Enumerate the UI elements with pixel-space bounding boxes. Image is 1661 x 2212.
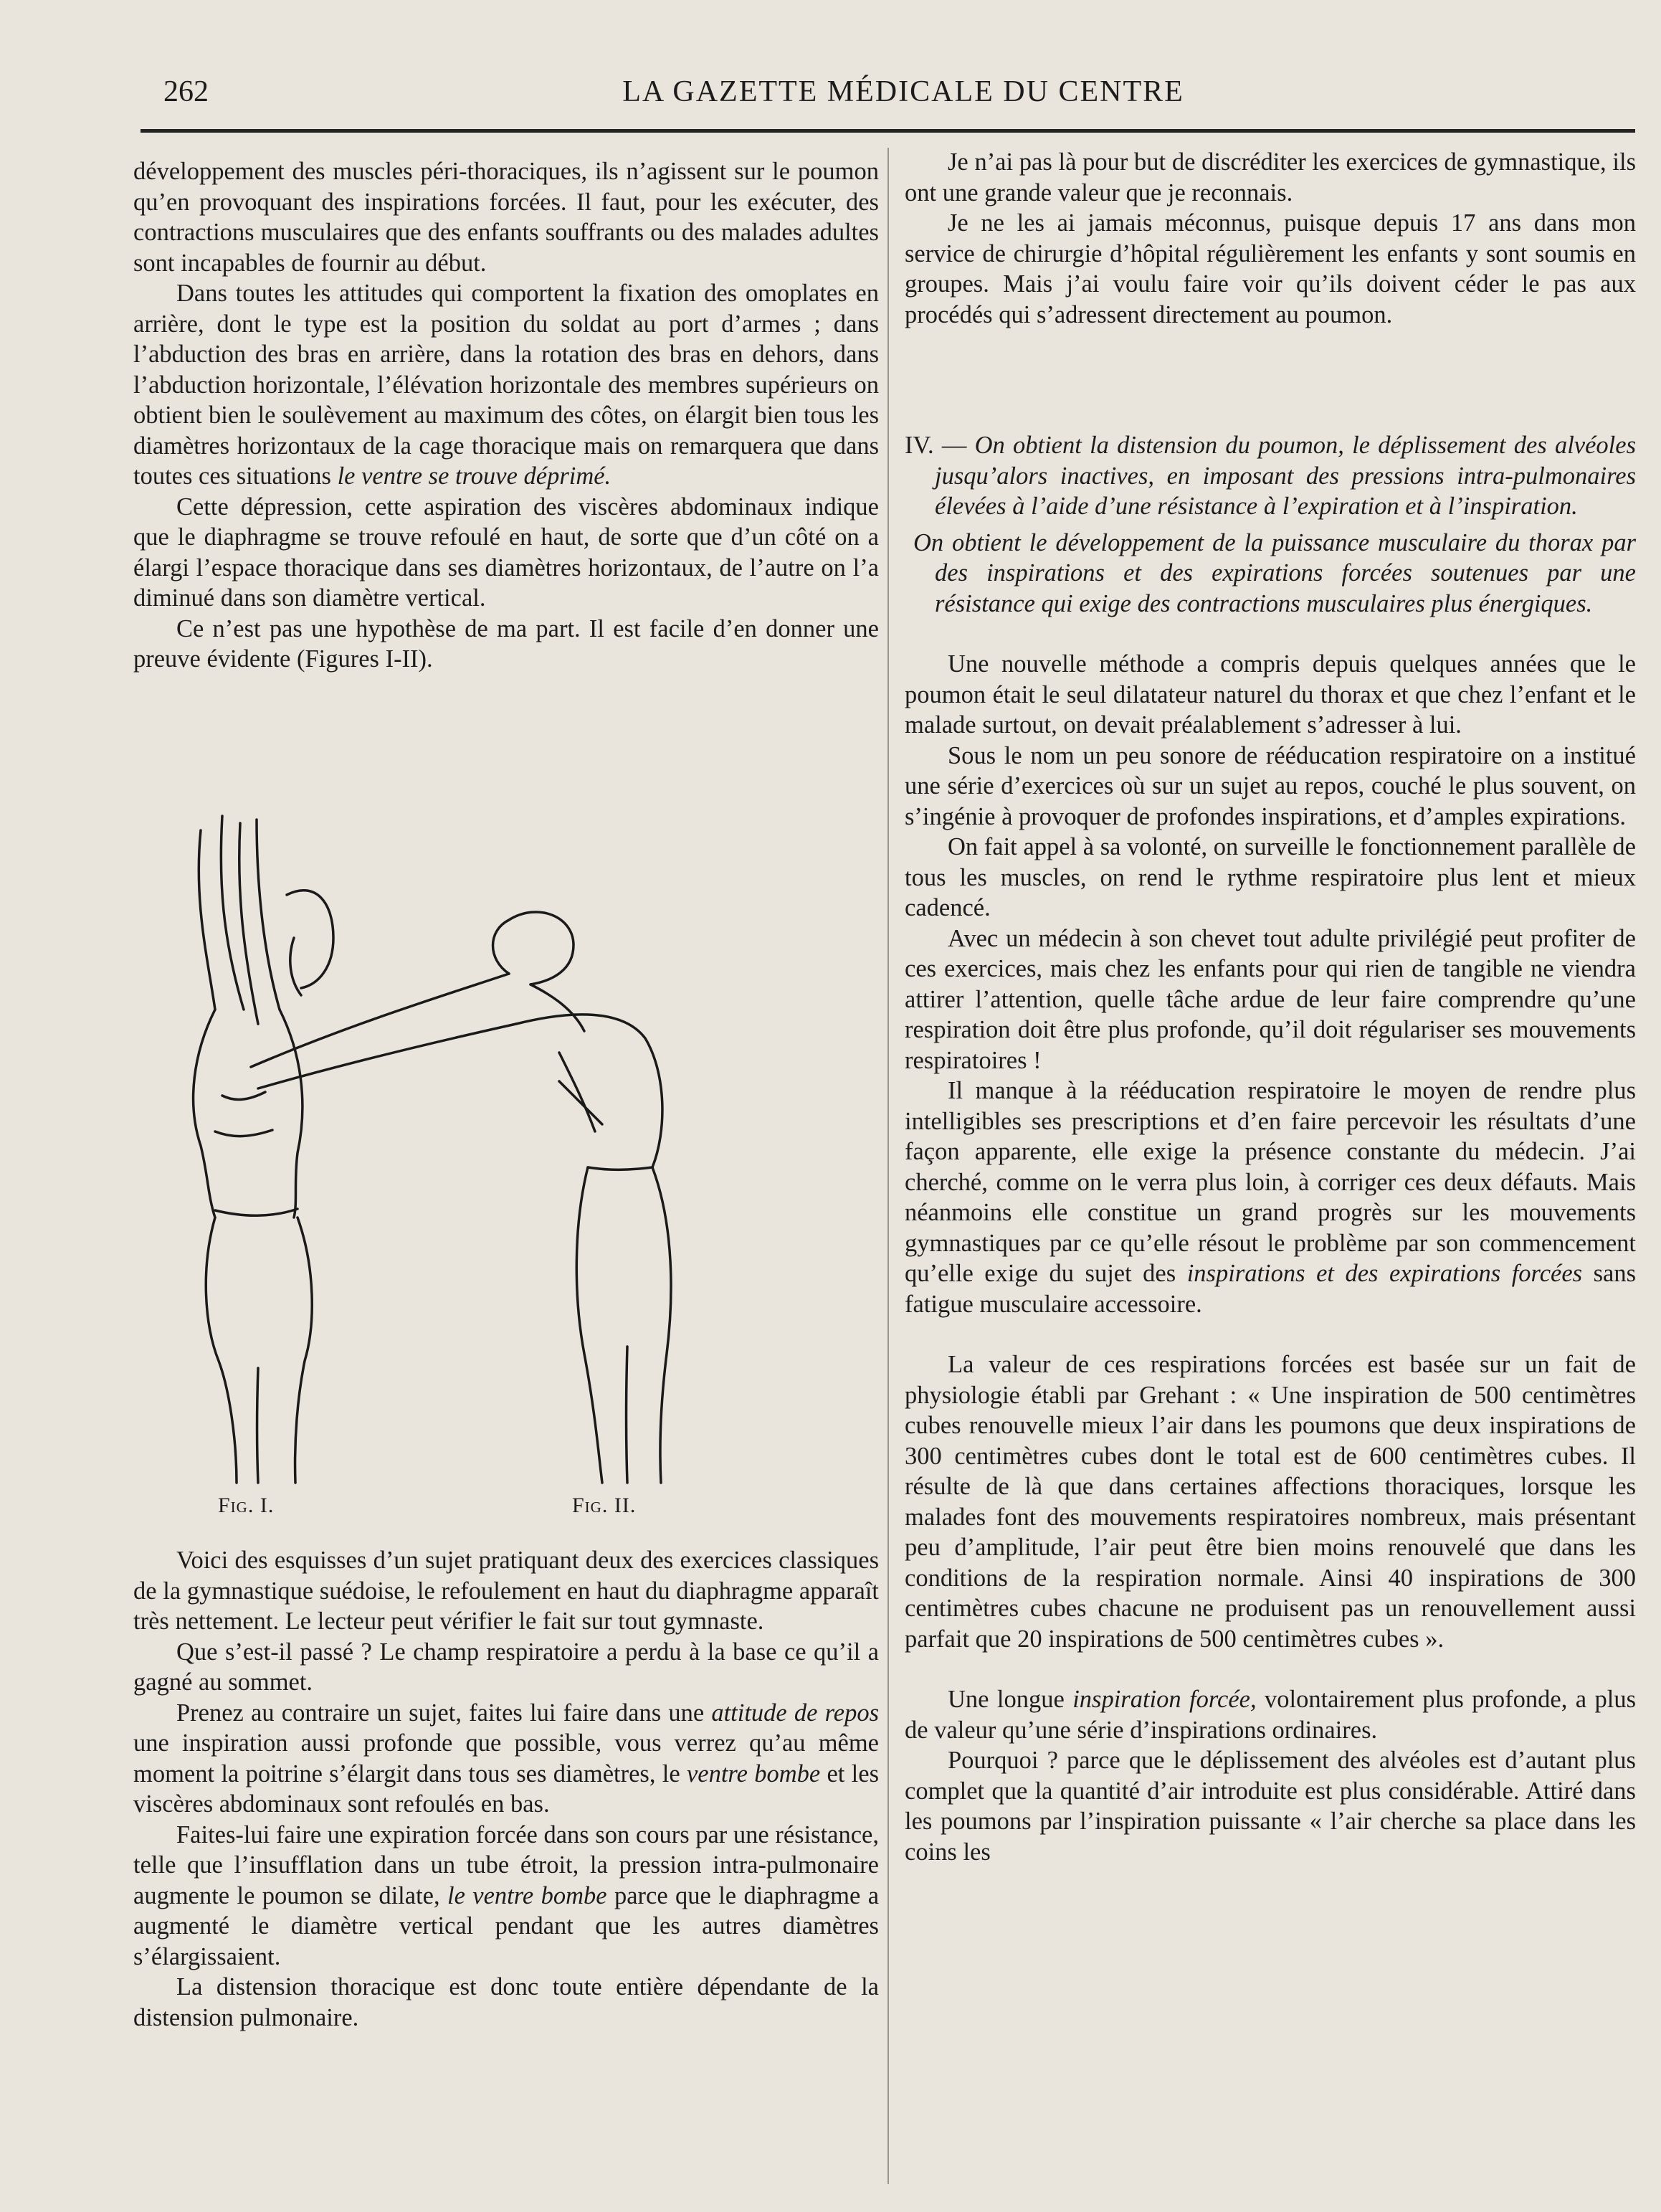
left-column-top bbox=[133, 156, 879, 675]
thesis-second bbox=[905, 528, 1636, 620]
left-column-bottom bbox=[133, 1545, 879, 2033]
paragraph: Ce n’est pas une hypothèse de ma part. Il est facile d’en donner une preuve évidente (Figures I-II). bbox=[133, 614, 879, 673]
italic-phrase: le ventre se trouve déprimé. bbox=[337, 462, 611, 490]
paragraph: Cette dépression, cette aspiration des viscères abdominaux indique que le diaphragme se trouve refoulé en haut, de sorte que d’un côté on a élargi l’espace thoracique dans ses diamètres horizontaux, de l’autre on l’a diminué dans son diamètre vertical. bbox=[133, 493, 879, 612]
paragraph-text: volontairement plus profonde, a plus de valeur qu’une série d’inspirations ordinaires. bbox=[905, 1686, 1636, 1744]
paragraph bbox=[133, 1820, 879, 1973]
paragraph bbox=[905, 1684, 1636, 1745]
paragraph-text: Dans toutes les attitudes qui comportent la fixation des omoplates en arrière, dont le type est la position du soldat au port d’armes ; dans l’abduction des bras en arrière, dans la rotation des bras en dehors, dans l’abduction horizontale, l’élévation horizontale des membres supérieurs on obtient bien le soulèvement au maximum des côtes, on élargit bien tous les diamètres horizontaux de la cage thoracique mais on remarquera que dans toutes ces situations bbox=[133, 280, 879, 490]
right-column-body bbox=[905, 430, 1636, 1867]
paragraph-text: Faites-lui faire une expiration forcée dans son cours par une résistance, telle que l’insufflation dans un tube étroit, la pression intra-pulmonaire augmente le poumon se dilate, bbox=[133, 1821, 879, 1909]
paragraph-text: Il manque à la rééducation respiratoire le moyen de rendre plus intelligibles ses prescriptions et d’en faire percevoir les résultats d’une façon apparente, elle exige la présence constante du médecin. J’ai cherché, comme on le verra plus loin, à corriger ces deux défauts. Mais néanmoins elle constitue un grand progrès sur les mouvements gymnastiques par ce qu’elle résout le problème par son commencement qu’elle exige du sujet des bbox=[905, 1077, 1636, 1287]
paragraph bbox=[133, 1698, 879, 1820]
paragraph: Je n’ai pas là pour but de discréditer les exercices de gymnastique, ils ont une grande valeur que je reconnais. bbox=[905, 148, 1636, 207]
italic-phrase: ventre bombe bbox=[686, 1760, 821, 1788]
figure-2-drawing bbox=[251, 912, 671, 1483]
paragraph-text: Une longue bbox=[948, 1686, 1065, 1713]
thesis-text: On obtient le développement de la puissance musculaire du thorax par des inspirations et des expirations forcées soutenues par une résistance qui exige des contractions musculaires plus énergiques. bbox=[913, 528, 1636, 617]
figure-2-caption: Fig. II. bbox=[572, 1494, 637, 1517]
paragraph: Une nouvelle méthode a compris depuis quelques années que le poumon était le seul dilatateur naturel du thorax et que chez l’enfant et le malade surtout, on devait préalablement s’adresser à lui. bbox=[905, 650, 1636, 739]
header-rule bbox=[141, 129, 1635, 133]
thesis-block bbox=[905, 430, 1636, 619]
italic-phrase: le ventre bombe bbox=[447, 1881, 607, 1909]
paragraph: Sous le nom un peu sonore de rééducation respiratoire on a institué une série d’exercices où sur un sujet au repos, couché le plus souvent, on s’ingénie à provoquer de profondes inspirations, et d’amples expirations. bbox=[905, 741, 1636, 830]
italic-phrase: inspiration forcée, bbox=[1072, 1686, 1257, 1713]
figure-illustration bbox=[172, 794, 860, 1511]
thesis-iv bbox=[905, 430, 1636, 522]
paragraph-text: une inspiration aussi profonde que possible, vous verrez qu’au même moment la poitrine s’élargit dans tous ses diamètres, le bbox=[133, 1729, 879, 1788]
paragraph: Que s’est-il passé ? Le champ respiratoire a perdu à la base ce qu’il a gagné au sommet. bbox=[133, 1638, 879, 1696]
paragraph-text: Prenez au contraire un sujet, faites lui faire dans une bbox=[176, 1699, 705, 1727]
paragraph bbox=[905, 1076, 1636, 1319]
paragraph: Je ne les ai jamais méconnus, puisque depuis 17 ans dans mon service de chirurgie d’hôpital régulièrement les enfants y sont soumis en groupes. Mais j’ai voulu faire voir qu’ils doivent céder le pas aux procédés qui s’adressent directement au poumon. bbox=[905, 209, 1636, 328]
paragraph bbox=[133, 278, 879, 492]
paragraph: La valeur de ces respirations forcées est basée sur un fait de physiologie établi par Grehant : « Une inspiration de 500 centimètres cubes renouvelle mieux l’air dans les poumons que deux inspirations de 300 centimètres cubes dont le total est de 600 centimètres cubes. Il résulte de là que dans certaines affections thoraciques, lorsque les malades font des mouvements respiratoires nombreux, mais présentant peu d’amplitude, l’air peut être bien moins renouvelé que dans les conditions de la respiration normale. Ainsi 40 inspirations de 300 centimètres cubes chacune ne produisent pas un renouvellement aussi parfait que 20 inspirations de 500 centimètres cubes ». bbox=[905, 1351, 1636, 1653]
paragraph: Pourquoi ? parce que le déplissement des alvéoles est d’autant plus complet que la quantité d’air introduite est plus considérable. Attiré dans les poumons par l’inspiration puissante « l’air cherche sa place dans les coins les bbox=[905, 1747, 1636, 1866]
right-column-top bbox=[905, 147, 1636, 330]
paragraph-text: sans fatigue musculaire accessoire. bbox=[905, 1260, 1637, 1318]
paragraph-text: parce que le diaphragme a augmenté le diamètre vertical pendant que les autres diamètres s’élargissaient. bbox=[133, 1881, 880, 1970]
paragraph: Avec un médecin à son chevet tout adulte privilégié peut profiter de ces exercices, mais chez les enfants pour qui rien de tangible ne viendra attirer l’attention, quelle tâche ardue de leur faire comprendre qu’une respiration doit être plus profonde, qu’il doit régulariser ses mouvements respiratoires ! bbox=[905, 924, 1636, 1074]
figure-1-drawing bbox=[194, 816, 333, 1483]
italic-phrase: attitude de repos bbox=[711, 1699, 880, 1727]
thesis-text: On obtient la distension du poumon, le déplissement des alvéoles jusqu’alors inactives, en imposant des pressions intra-pulmonaires élevées à l’aide d’une résistance à l’expiration et à l’inspiration. bbox=[935, 432, 1636, 520]
figure-1-caption: Fig. I. bbox=[218, 1494, 275, 1517]
page-number: 262 bbox=[163, 75, 209, 108]
paragraph-text: et les viscères abdominaux sont refoulés en bas. bbox=[133, 1760, 880, 1818]
paragraph: On fait appel à sa volonté, on surveille le fonctionnement parallèle de tous les muscles, on rend le rythme respiratoire plus lent et mieux cadencé. bbox=[905, 833, 1636, 921]
paragraph: Voici des esquisses d’un sujet pratiquant deux des exercices classiques de la gymnastique suédoise, le refoulement en haut du diaphragme apparaît très nettement. Le lecteur peut vérifier le fait sur tout gymnaste. bbox=[133, 1547, 879, 1635]
italic-phrase: inspirations et des expirations forcées bbox=[1186, 1260, 1583, 1287]
column-separator bbox=[887, 148, 889, 2184]
paragraph: développement des muscles péri-thoraciques, ils n’agissent sur le poumon qu’en provoquant des inspirations forcées. Il faut, pour les exécuter, des contractions musculaires que des enfants souffrants ou des malades adultes sont incapables de fournir au début. bbox=[133, 158, 879, 277]
paragraph: La distension thoracique est donc toute entière dépendante de la distension pulmonaire. bbox=[133, 1973, 879, 2031]
running-title: LA GAZETTE MÉDICALE DU CENTRE bbox=[622, 75, 1184, 108]
thesis-number: IV. — bbox=[905, 432, 967, 459]
